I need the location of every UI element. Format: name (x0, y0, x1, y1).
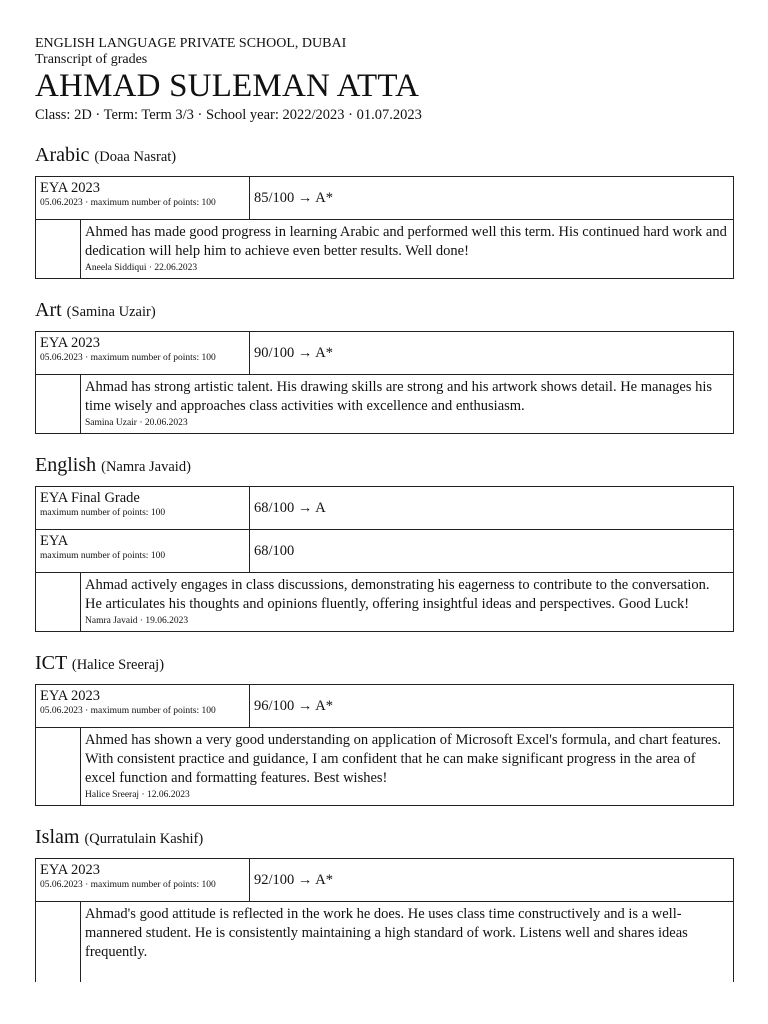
comment-body (81, 375, 733, 433)
comment-body (81, 902, 733, 982)
subject-section-english (35, 454, 734, 632)
subject-name: English (35, 454, 97, 476)
grade-info (36, 530, 250, 572)
grade-result: 90/100 → A* (254, 344, 333, 361)
comment-row (36, 728, 733, 806)
grade-info (36, 685, 250, 727)
comment-body (81, 573, 733, 631)
grade-row (36, 530, 733, 573)
grade-info (36, 177, 250, 219)
grade-label: EYA 2023 (40, 180, 101, 196)
comment-indent (36, 220, 81, 278)
comment-signature: Aneela Siddiqui · 22.06.2023 (85, 263, 198, 273)
grade-result: 85/100 → A* (254, 189, 333, 206)
grade-details: 05.06.2023 · maximum number of points: 100 (40, 198, 216, 208)
subject-title (35, 652, 734, 676)
comment-row (36, 375, 733, 434)
grade-row (36, 685, 733, 728)
comment-signature: Namra Javaid · 19.06.2023 (85, 616, 189, 626)
grade-label: EYA (40, 533, 69, 549)
subject-teacher: (Doaa Nasrat) (94, 149, 177, 165)
grades-table (35, 486, 734, 632)
grade-row (36, 332, 733, 375)
subject-title (35, 299, 734, 323)
grade-label: EYA 2023 (40, 862, 101, 878)
grade-result: 96/100 → A* (254, 697, 333, 714)
subject-teacher: (Qurratulain Kashif) (84, 831, 204, 847)
comment-indent (36, 728, 81, 805)
comment-indent (36, 902, 81, 982)
grade-details: maximum number of points: 100 (40, 508, 166, 518)
grade-label: EYA 2023 (40, 335, 101, 351)
grade-details: 05.06.2023 · maximum number of points: 100 (40, 353, 216, 363)
comment-signature: Halice Sreeraj · 12.06.2023 (85, 790, 190, 800)
school-name: ENGLISH LANGUAGE PRIVATE SCHOOL, DUBAI (35, 36, 347, 51)
class-term-info: Class: 2D · Term: Term 3/3 · School year: 2022/2023 · 01.07.2023 (35, 107, 422, 123)
grades-table (35, 858, 734, 982)
teacher-comment: Ahmad has strong artistic talent. His drawing skills are strong and his artwork shows detail. He manages his time wisely and approaches class activities with excellence and enthusiasm. (85, 379, 713, 414)
subject-section-islam (35, 826, 734, 982)
subject-title (35, 144, 734, 168)
grades-table (35, 684, 734, 806)
grade-details: maximum number of points: 100 (40, 551, 166, 561)
subject-name: Art (35, 299, 62, 321)
grade-result: 68/100 (254, 542, 295, 559)
comment-body (81, 220, 733, 278)
subject-section-art (35, 299, 734, 434)
subject-teacher: (Halice Sreeraj) (71, 657, 165, 673)
comment-signature: Samina Uzair · 20.06.2023 (85, 418, 188, 428)
grade-label: EYA 2023 (40, 688, 101, 704)
subject-name: Arabic (35, 144, 90, 166)
subject-teacher: (Samina Uzair) (66, 304, 156, 320)
document-subtitle: Transcript of grades (35, 52, 148, 67)
subject-name: Islam (35, 826, 80, 848)
grades-table (35, 176, 734, 279)
grade-info (36, 859, 250, 901)
comment-body (81, 728, 733, 805)
subject-section-arabic (35, 144, 734, 279)
teacher-comment: Ahmed has shown a very good understanding on application of Microsoft Excel's formula, and chart features. With consistent practice and guidance, I am confident that he can make significant progress in the area of excel function and formatting features. Best wishes! (85, 732, 722, 786)
grade-result: 92/100 → A* (254, 871, 333, 888)
teacher-comment: Ahmad actively engages in class discussions, demonstrating his eagerness to contribute to the conversation. He articulates his thoughts and opinions fluently, offering insightful ideas and perspectives. Good Luck! (85, 577, 710, 612)
teacher-comment: Ahmad's good attitude is reflected in the work he does. He uses class time constructively and is a well-mannered student. He is consistently maintaining a high standard of work. Listens well and shares ideas frequently. (85, 906, 688, 960)
grade-info (36, 487, 250, 529)
comment-indent (36, 573, 81, 631)
student-name: AHMAD SULEMAN ATTA (35, 68, 420, 104)
subject-title (35, 826, 734, 850)
teacher-comment: Ahmed has made good progress in learning Arabic and performed well this term. His continued hard work and dedication will help him to achieve even better results. Well done! (85, 224, 727, 259)
grade-info (36, 332, 250, 374)
subject-section-ict (35, 652, 734, 806)
grade-row (36, 177, 733, 220)
grade-row (36, 859, 733, 902)
subject-teacher: (Namra Javaid) (101, 459, 191, 475)
comment-row (36, 902, 733, 982)
grade-details: 05.06.2023 · maximum number of points: 100 (40, 880, 216, 890)
grade-label: EYA Final Grade (40, 490, 140, 506)
subject-title (35, 454, 734, 478)
grades-table (35, 331, 734, 434)
transcript-page (35, 36, 734, 982)
comment-row (36, 573, 733, 632)
grade-result: 68/100 → A (254, 499, 326, 516)
grade-details: 05.06.2023 · maximum number of points: 100 (40, 706, 216, 716)
comment-row (36, 220, 733, 279)
comment-indent (36, 375, 81, 433)
grade-row (36, 487, 733, 530)
subject-name: ICT (35, 652, 67, 674)
